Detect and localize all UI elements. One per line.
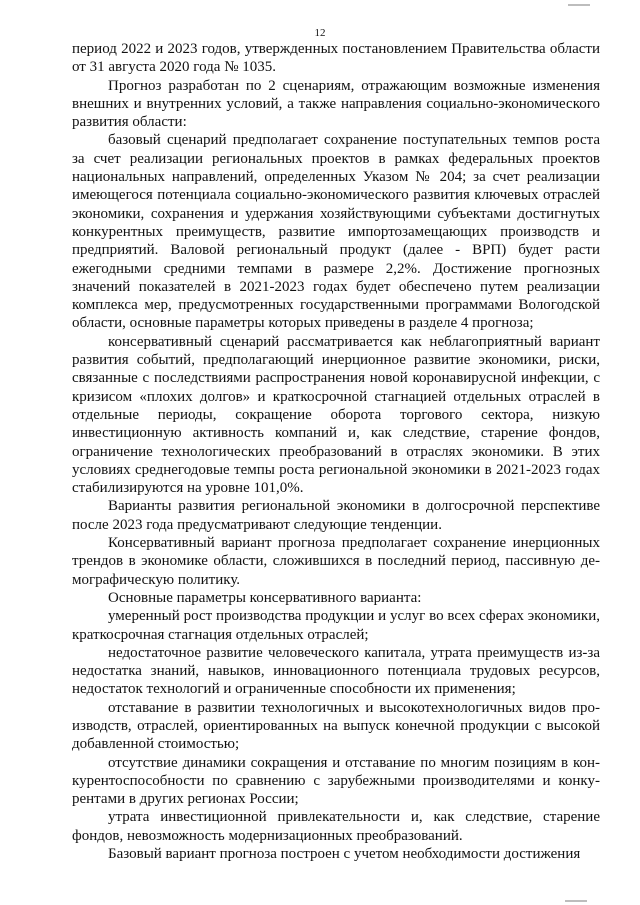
scan-artifact-top [568,4,590,6]
paragraph-base-scenario: базовый сценарий предполагает сохранение поступательных темпов роста за счет реализации региональных проектов в рамках федеральных проектов национальных направлений, определенных Указом № 204; за счет реализации имеющегося потенциала социально-экономического развития ключевых отраслей экономики, сохранения и удержания хозяйствующими субъектами достигнутых конкурентных преимуществ, развитие импортозамещающих производств и предприятий. Валовой региональный продукт (далее - ВРП) будет расти ежегодными средними темпами в размере 2,2%. Достижение прогнозных значений показателей в 2021-2023 годах будет обеспечено путем реализации комплекса мер, предусмотренных государственными программами Вологодской области, основные параметры которых приведены в разделе 4 прогноза; [72,132,600,332]
paragraph-conservative-scenario: консервативный сценарий рассматривается как неблагоприятный вариант развития событий, предполагающий инерционное развитие экономики, риски, связанные с последствиями распространения новой коронавирусной инфекции, с кризисом «плохих долгов» и краткосрочной стагнацией отдельных отраслей в отдельные периоды, сокращение оборота торгового сектора, низкую инвестиционную активность компаний и, как следствие, старение фондов, ограничение технологических преобразований в отраслях экономики. В этих условиях среднегодовые темпы роста региональной экономики в 2021-2023 годах стабилизируются на уровне 101,0%. [72,333,600,497]
list-item-competitiveness: отсутствие динамики сокращения и отставание по многим позициям в конкурентоспособности по сравнению с зарубежными производителями и конкурентами в других регионах России; [72,754,600,808]
paragraph-continuation: период 2022 и 2023 годов, утвержденных постановлением Правительства области от 31 августа 2020 года № 1035. [72,41,600,76]
list-item-moderate-growth: умеренный рост производства продукции и услуг во всех сферах экономики, краткосрочная стагнация отдельных отраслей; [72,608,600,643]
paragraph-long-term-variants: Варианты развития региональной экономики в долгосрочной перспективе после 2023 года предусматривают следующие тенденции. [72,498,600,533]
list-item-technology-lag: отставание в развитии технологичных и высокотехнологичных видов производств, отраслей, ориентированных на выпуск конечной продукции с высокой добавленной стоимостью; [72,699,600,753]
paragraph-forecast-scenarios: Прогноз разработан по 2 сценариям, отражающим возможные изменения внешних и внутренних условий, а также направления социально-экономического развития области: [72,77,600,131]
scan-artifact-bottom [565,900,587,902]
paragraph-main-parameters-heading: Основные параметры консервативного варианта: [108,589,422,606]
paragraph-base-variant: Базовый вариант прогноза построен с учетом необходимости достижения [108,846,581,863]
list-item-human-capital: недостаточное развитие человеческого капитала, утрата преимуществ из-за недостатка знаний, навыков, инновационного потенциала трудовых ресурсов, недостаток технологий и ограниченные способности их применения; [72,644,600,698]
paragraph-conservative-variant: Консервативный вариант прогноза предполагает сохранение инерционных трендов в экономике области, сложившихся в последний период, пассивную демографическую политику. [72,535,600,588]
page-number: 12 [314,27,326,39]
list-item-investment: утрата инвестиционной привлекательности и, как следствие, старение фондов, невозможность модернизационных преобразований. [72,809,600,844]
document-body [72,40,600,863]
